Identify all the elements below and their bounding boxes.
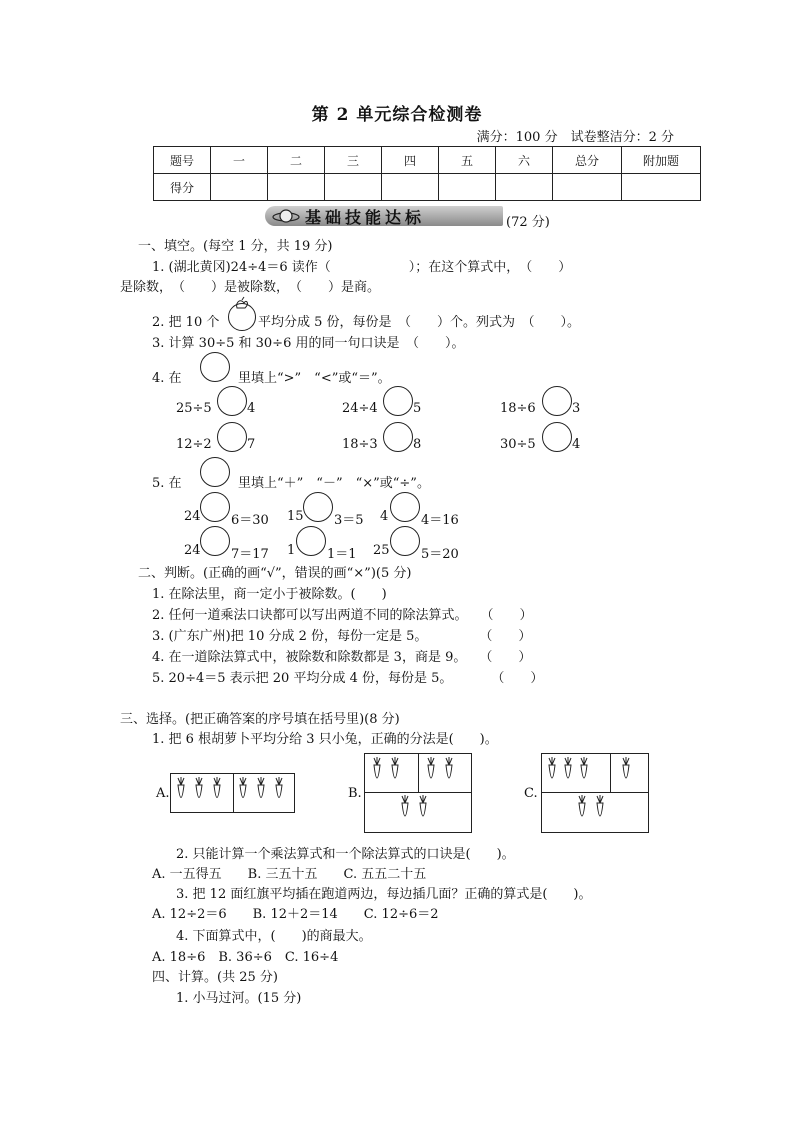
compare-right: 8	[413, 437, 422, 452]
score-table	[153, 146, 701, 201]
score-cell[interactable]	[622, 174, 701, 201]
question-3-3: 3. 把 12 面红旗平均插在跑道两边，每边插几面？正确的算式是( )。	[176, 887, 592, 902]
table-header-cell: 一	[211, 147, 268, 174]
question-1-1: 1. (湖北黄冈)24÷4＝6 读作（ ）；在这个算式中， （ ）	[152, 260, 572, 275]
question-3-1: 1. 把 6 根胡萝卜平均分给 3 只小兔，正确的分法是( )。	[152, 732, 498, 747]
compare-right: 4	[572, 437, 581, 452]
judge-item: 1. 在除法里，商一定小于被除数。( )	[152, 587, 387, 602]
sample-circle	[200, 352, 230, 382]
table-header-cell: 题号	[154, 147, 211, 174]
table-header-cell: 三	[325, 147, 382, 174]
operator-left: 24	[184, 543, 201, 558]
section-4-heading: 四、计算。(共 25 分)	[152, 970, 278, 985]
operator-left: 24	[184, 509, 201, 524]
carrot-group-icon	[366, 755, 470, 831]
operator-right: 5＝20	[421, 547, 459, 562]
judge-item: 3. (广东广州)把 10 分成 2 份，每份一定是 5。 （ ）	[152, 629, 532, 644]
operator-right: 4＝16	[421, 513, 459, 528]
compare-left: 18÷6	[500, 401, 536, 416]
table-header-cell: 五	[439, 147, 496, 174]
compare-right: 5	[413, 401, 422, 416]
question-3-4-options: A. 18÷6 B. 36÷6 C. 16÷4	[152, 950, 339, 965]
operator-circle[interactable]	[390, 526, 420, 556]
operator-circle[interactable]	[296, 526, 326, 556]
question-3-3-options: A. 12÷2＝6 B. 12＋2＝14 C. 12÷6＝2	[152, 907, 439, 922]
question-1-2-end: 平均分成 5 份，每份是 （ ）个。列式为 （ ）。	[258, 315, 581, 330]
apple-icon	[232, 296, 250, 310]
carrot-group-icon	[172, 775, 294, 811]
score-cell[interactable]	[382, 174, 439, 201]
compare-left: 18÷3	[342, 437, 378, 452]
judge-item: 4. 在一道除法算式中，被除数和除数都是 3，商是 9。 （ ）	[152, 650, 532, 665]
question-4-1: 1. 小马过河。(15 分)	[176, 991, 302, 1006]
compare-right: 4	[247, 401, 256, 416]
question-1-4-end: 里填上“>” “<”或“＝”。	[238, 371, 391, 386]
sample-circle	[200, 457, 230, 487]
question-3-4: 4. 下面算式中，( )的商最大。	[176, 929, 372, 944]
operator-circle[interactable]	[390, 492, 420, 522]
operator-left: 4	[380, 509, 389, 524]
compare-circle[interactable]	[217, 386, 247, 416]
carrot-group-icon	[543, 755, 647, 831]
section-2-heading: 二、判断。(正确的画“√”，错误的画“×”)(5 分)	[138, 566, 412, 581]
operator-left: 25	[373, 543, 390, 558]
operator-left: 15	[287, 509, 304, 524]
section-3-heading: 三、选择。(把正确答案的序号填在括号里)(8 分)	[120, 712, 400, 727]
score-info: 满分：100 分 试卷整洁分：2 分	[476, 130, 674, 145]
compare-circle[interactable]	[383, 386, 413, 416]
table-header-row	[154, 147, 701, 174]
table-row-label: 得分	[154, 174, 211, 201]
planet-icon	[271, 206, 301, 226]
score-cell[interactable]	[211, 174, 268, 201]
question-1-2-start: 2. 把 10 个	[152, 315, 220, 330]
section-1-heading: 一、填空。(每空 1 分，共 19 分)	[138, 239, 333, 254]
compare-right: 7	[247, 437, 256, 452]
question-3-2: 2. 只能计算一个乘法算式和一个除法算式的口诀是( )。	[176, 847, 515, 862]
score-cell[interactable]	[496, 174, 553, 201]
table-header-cell: 六	[496, 147, 553, 174]
operator-right: 7＝17	[231, 547, 269, 562]
score-cell[interactable]	[325, 174, 382, 201]
operator-circle[interactable]	[303, 492, 333, 522]
option-a-label: A.	[156, 786, 170, 801]
question-3-2-options: A. 一五得五 B. 三五十五 C. 五五二十五	[152, 867, 427, 882]
compare-right: 3	[572, 401, 581, 416]
question-1-4-start: 4. 在	[152, 371, 182, 386]
operator-right: 6＝30	[231, 513, 269, 528]
operator-left: 1	[287, 543, 296, 558]
question-1-3: 3. 计算 30÷5 和 30÷6 用的同一句口诀是 （ ）。	[152, 336, 465, 351]
banner-points: (72 分)	[506, 215, 550, 230]
compare-circle[interactable]	[217, 422, 247, 452]
page-title: 第 2 单元综合检测卷	[311, 105, 483, 125]
compare-left: 30÷5	[500, 437, 536, 452]
table-header-cell: 总分	[553, 147, 622, 174]
question-1-5-end: 里填上“＋” “－” “×”或“÷”。	[238, 476, 430, 491]
option-b-label: B.	[348, 786, 362, 801]
compare-left: 24÷4	[342, 401, 378, 416]
score-cell[interactable]	[439, 174, 496, 201]
operator-circle[interactable]	[200, 526, 230, 556]
judge-item: 2. 任何一道乘法口诀都可以写出两道不同的除法算式。 （ ）	[152, 608, 533, 623]
compare-circle[interactable]	[542, 422, 572, 452]
compare-circle[interactable]	[542, 386, 572, 416]
compare-circle[interactable]	[383, 422, 413, 452]
score-cell[interactable]	[553, 174, 622, 201]
banner-text: 基础技能达标	[305, 208, 426, 227]
table-header-cell: 四	[382, 147, 439, 174]
table-header-cell: 附加题	[622, 147, 701, 174]
table-header-cell: 二	[268, 147, 325, 174]
compare-left: 25÷5	[176, 401, 212, 416]
score-cell[interactable]	[268, 174, 325, 201]
operator-right: 1＝1	[327, 547, 357, 562]
operator-circle[interactable]	[200, 492, 230, 522]
table-row	[154, 174, 701, 201]
compare-left: 12÷2	[176, 437, 212, 452]
question-1-5-start: 5. 在	[152, 476, 182, 491]
judge-item: 5. 20÷4＝5 表示把 20 平均分成 4 份，每份是 5。 （ ）	[152, 671, 544, 686]
question-1-1-cont: 是除数， （ ）是被除数， （ ）是商。	[120, 280, 381, 295]
option-c-label: C.	[524, 786, 538, 801]
operator-right: 3＝5	[334, 513, 364, 528]
